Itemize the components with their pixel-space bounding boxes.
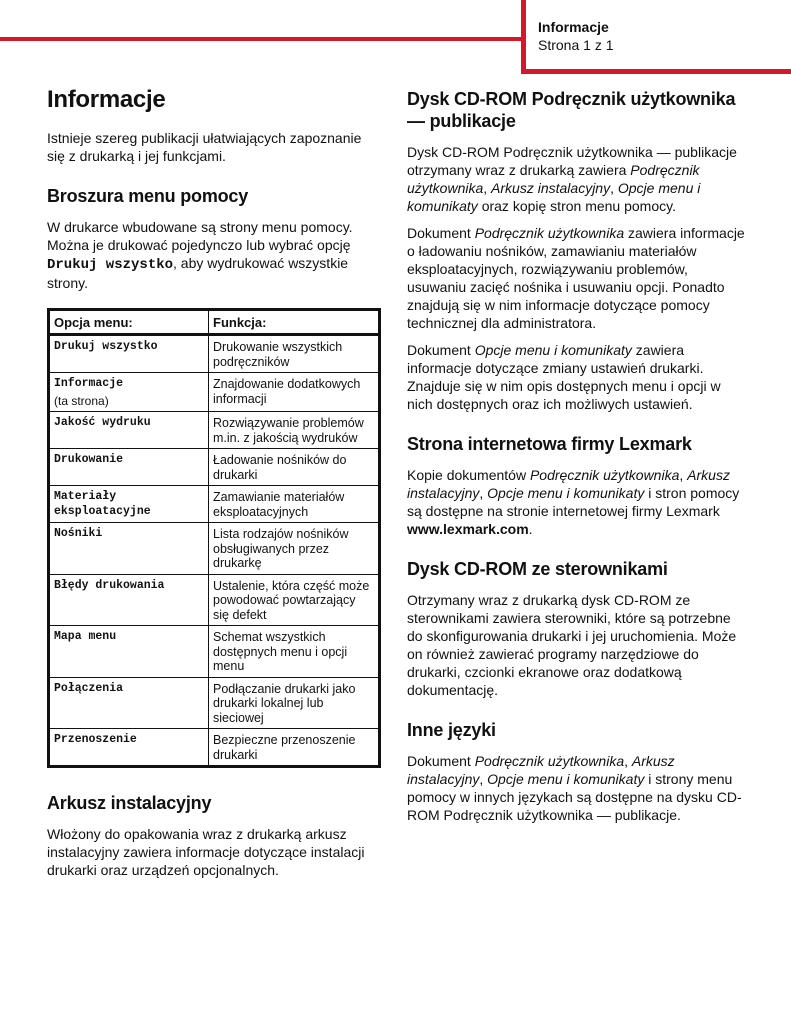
left-column <box>47 86 383 888</box>
table-cell-function: Bezpieczne przenoszenie drukarki <box>209 729 380 767</box>
table-header-function: Funkcja: <box>209 310 380 335</box>
brochure-heading: Broszura menu pomocy <box>47 186 249 206</box>
table-cell-function: Schemat wszystkich dostępnych menu i opcji menu <box>209 626 380 678</box>
table-header-row <box>49 310 380 335</box>
header-title: Informacje <box>538 19 609 35</box>
table-cell-option: Połączenia <box>49 677 209 729</box>
table-row <box>49 449 380 486</box>
table-cell-function: Znajdowanie dodatkowych informacji <box>209 373 380 412</box>
other-languages-heading: Inne języki <box>407 720 496 740</box>
website-heading: Strona internetowa firmy Lexmark <box>407 434 692 454</box>
table-cell-option: Drukowanie <box>49 449 209 486</box>
table-cell-function: Ładowanie nośników do drukarki <box>209 449 380 486</box>
cd-publications-paragraph-2: Dokument Podręcznik użytkownika zawiera informacje o ładowaniu nośników, zamawianiu materiałów eksploatacyjnych, rozwiązywaniu problemów, usuwaniu zacięć nośnika i usuwaniu opcji. Ponadto znajdują się w nim informacje dotyczące pomocy technicznej dla administratora. <box>407 225 745 331</box>
table-cell-option: Przenoszenie <box>49 729 209 767</box>
table-cell-option: Mapa menu <box>49 626 209 678</box>
table-row <box>49 677 380 729</box>
header-rule <box>0 37 525 41</box>
table-row <box>49 729 380 767</box>
table-cell-function: Lista rodzajów nośników obsługiwanych przez drukarkę <box>209 523 380 575</box>
website-paragraph: Kopie dokumentów Podręcznik użytkownika, Arkusz instalacyjny, Opcje menu i komunikaty i stron pomocy są dostępne na stronie internetowej firmy Lexmark www.lexmark.com. <box>407 467 740 537</box>
table-row <box>49 335 380 373</box>
table-cell-option: Jakość wydruku <box>49 412 209 449</box>
table-cell-function: Rozwiązywanie problemów m.in. z jakością wydruków <box>209 412 380 449</box>
cd-publications-heading: Dysk CD-ROM Podręcznik użytkownika — publikacje <box>407 89 736 131</box>
table-cell-function: Ustalenie, która część może powodować powtarzający się defekt <box>209 574 380 626</box>
table-row <box>49 373 380 412</box>
setup-sheet-heading: Arkusz instalacyjny <box>47 793 212 813</box>
table-cell-option: Drukuj wszystko <box>49 335 209 373</box>
table-row <box>49 523 380 575</box>
drivers-cd-paragraph: Otrzymany wraz z drukarką dysk CD-ROM ze sterownikami zawiera sterowniki, które są potrzebne do skonfigurowania drukarki i jej uruchomienia. Może on również zawierać programy narzędziowe do drukarki, czcionki ekranowe oraz dodatkową dokumentację. <box>407 592 737 698</box>
table-row <box>49 574 380 626</box>
table-cell-option: Materiały eksploatacyjne <box>49 486 209 523</box>
drukuj-wszystko-code: Drukuj wszystko <box>47 257 174 273</box>
table-cell-option: Informacje (ta strona) <box>49 373 209 412</box>
table-cell-function: Podłączanie drukarki jako drukarki lokalnej lub sieciowej <box>209 677 380 729</box>
table-row <box>49 412 380 449</box>
cd-publications-paragraph-1: Dysk CD-ROM Podręcznik użytkownika — publikacje otrzymany wraz z drukarką zawiera Podręcznik użytkownika, Arkusz instalacyjny, Opcje menu i komunikaty oraz kopię stron menu pomocy. <box>407 144 737 214</box>
table-cell-function: Drukowanie wszystkich podręczników <box>209 335 380 373</box>
right-column <box>407 88 747 833</box>
table-row <box>49 486 380 523</box>
table-cell-option: Błędy drukowania <box>49 574 209 626</box>
intro-paragraph: Istnieje szereg publikacji ułatwiających zapoznanie się z drukarką i jej funkcjami. <box>47 130 362 164</box>
drivers-cd-heading: Dysk CD-ROM ze sterownikami <box>407 559 668 579</box>
table-cell-function: Zamawianie materiałów eksploatacyjnych <box>209 486 380 523</box>
brochure-paragraph: W drukarce wbudowane są strony menu pomocy. Można je drukować pojedynczo lub wybrać opcję Drukuj wszystko, aby wydrukować wszystkie strony. <box>47 219 353 291</box>
table-header-option: Opcja menu: <box>49 310 209 335</box>
table-row <box>49 626 380 678</box>
page-title: Informacje <box>47 86 166 113</box>
table-cell-note: (ta strona) <box>54 393 109 408</box>
other-languages-paragraph: Dokument Podręcznik użytkownika, Arkusz instalacyjny, Opcje menu i komunikaty i strony menu pomocy w innych językach są dostępne na dysku CD-ROM Podręcznik użytkownika — publikacje. <box>407 753 742 823</box>
cd-publications-paragraph-3: Dokument Opcje menu i komunikaty zawiera informacje dotyczące zmiany ustawień drukarki. Znajduje się w nim opis dostępnych menu i opcji w nich dostępnych oraz ich możliwych ustawień. <box>407 342 721 412</box>
lexmark-url-link[interactable]: www.lexmark.com <box>407 521 529 537</box>
header-page-number: Strona 1 z 1 <box>538 37 614 53</box>
table-cell-option: Nośniki <box>49 523 209 575</box>
setup-sheet-paragraph: Włożony do opakowania wraz z drukarką arkusz instalacyjny zawiera informacje dotyczące instalacji drukarki oraz urządzeń opcjonalnych. <box>47 826 365 878</box>
help-menu-table <box>47 308 381 768</box>
